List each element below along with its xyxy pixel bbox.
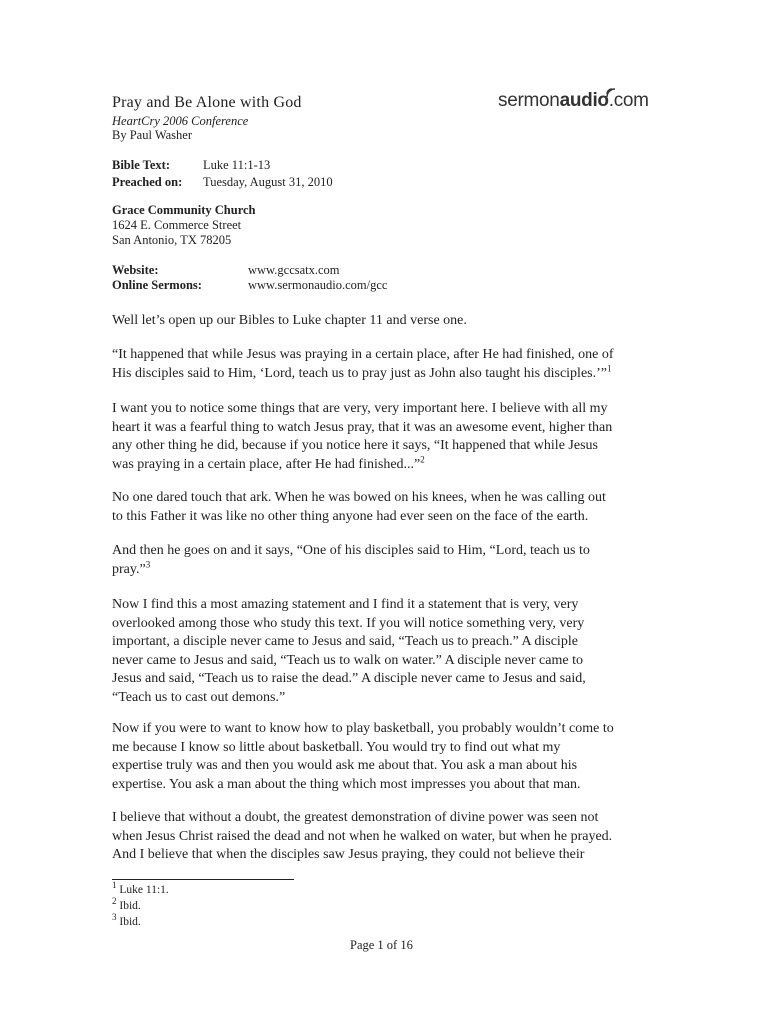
paragraph-5 [112,542,658,579]
text-line: Now if you were to want to know how to play basketball, you probably wouldn’t come to [112,721,614,736]
footnote-number: 1 [112,880,117,891]
text-line: me because I know so little about basketball. You would try to find out what my [112,739,561,755]
church-address-line2: San Antonio, TX 78205 [112,233,232,247]
text-line: when Jesus Christ raised the dead and not when he walked on water, but when he prayed. [112,828,613,844]
text-line: never came to Jesus and said, “Teach us to walk on water.” A disciple never came to [112,652,583,668]
logo-text-regular: sermon [498,90,560,111]
text-line: heart it was a fearful thing to watch Jesus pray, that it was an awesome event, higher than [112,419,613,435]
preached-on-row [112,175,333,190]
text-line: any other thing he did, because if you notice here it says, “It happened that while Jesus [112,438,598,453]
online-sermons-row [112,278,388,293]
text-line: was praying in a certain place, after He had finished...” [112,456,421,472]
online-sermons-label: Online Sermons: [112,278,202,292]
text-line: overlooked among those who study this text. If you will notice something very, very [112,615,585,631]
preached-on-label: Preached on: [112,175,183,189]
text-line: And then he goes on and it says, “One of his disciples said to Him, “Lord, teach us to [112,543,590,558]
text-line: to this Father it was like no other thing anyone had ever seen on the face of the earth. [112,508,589,524]
logo-text-bold: audio [559,90,609,111]
text-line: And I believe that when the disciples saw Jesus praying, they could not believe their [112,847,585,862]
paragraph-7 [112,720,658,794]
text-line: expertise truly was and then you would ask me about that. You ask a man about his [112,758,578,773]
broadcast-waves-icon [606,88,616,98]
text-line: Jesus and said, “Teach us to raise the dead.” A disciple never came to Jesus and said, [112,671,586,686]
sermon-title: Pray and Be Alone with God [112,94,302,111]
website-row [112,263,340,278]
bible-text-row [112,158,271,173]
website-link[interactable]: www.gccsatx.com [248,263,340,277]
text-line: pray.” [112,561,146,577]
paragraph-6 [112,596,658,707]
footnote-number: 3 [112,912,117,923]
logo-text-suffix: .com [608,90,649,111]
text-line: No one dared touch that ark. When he was bowed on his knees, when he was calling out [112,490,606,505]
church-name: Grace Community Church [112,203,256,217]
text-line: important, a disciple never came to Jesus and said, “Teach us to preach.” A disciple [112,634,578,649]
sermonaudio-logo [498,90,649,112]
text-line: Now I find this a most amazing statement and I find it a statement that is very, very [112,597,579,612]
church-address-block [112,203,256,248]
text-line-with-footnote [112,558,658,580]
bible-text-value: Luke 11:1-13 [203,158,271,172]
text-line: expertise. You ask a man about the thing which most impresses you about that man. [112,776,581,792]
footnote-2 [112,896,141,912]
conference-name: HeartCry 2006 Conference [112,114,249,128]
footnote-ref-3[interactable]: 3 [145,558,151,569]
paragraph-2 [112,346,658,383]
footnote-1 [112,880,169,896]
preached-on-value: Tuesday, August 31, 2010 [203,175,333,189]
paragraph-4 [112,489,658,526]
online-sermons-link[interactable]: www.sermonaudio.com/gcc [248,278,388,292]
text-line-with-footnote [112,362,658,384]
author-name: By Paul Washer [112,128,193,142]
text-line-with-footnote [112,453,658,475]
church-address-line1: 1624 E. Commerce Street [112,218,242,232]
text-line: His disciples said to Him, ‘Lord, teach us to pray just as John also taught his disciples.’” [112,365,607,381]
footnote-3 [112,912,141,928]
footnote-ref-1[interactable]: 1 [606,362,612,373]
website-label: Website: [112,263,159,277]
footnote-number: 2 [112,896,117,907]
page-number: Page 1 of 16 [350,938,413,952]
footnote-text: Ibid. [119,916,141,928]
paragraph-1 [112,312,658,331]
paragraph-3 [112,400,658,474]
footnote-divider [112,879,294,880]
bible-text-label: Bible Text: [112,158,170,172]
footnote-text: Ibid. [119,900,141,912]
text-line: “Teach us to cast out demons.” [112,689,286,705]
paragraph-8 [112,809,658,865]
text-line: I believe that without a doubt, the greatest demonstration of divine power was seen not [112,810,599,825]
text-line: Well let’s open up our Bibles to Luke chapter 11 and verse one. [112,313,467,328]
footnote-ref-2[interactable]: 2 [420,453,425,464]
text-line: I want you to notice some things that are very, very important here. I believe with all my [112,401,608,416]
footnote-text: Luke 11:1. [119,884,169,896]
text-line: “It happened that while Jesus was praying in a certain place, after He had finished, one of [112,347,614,362]
